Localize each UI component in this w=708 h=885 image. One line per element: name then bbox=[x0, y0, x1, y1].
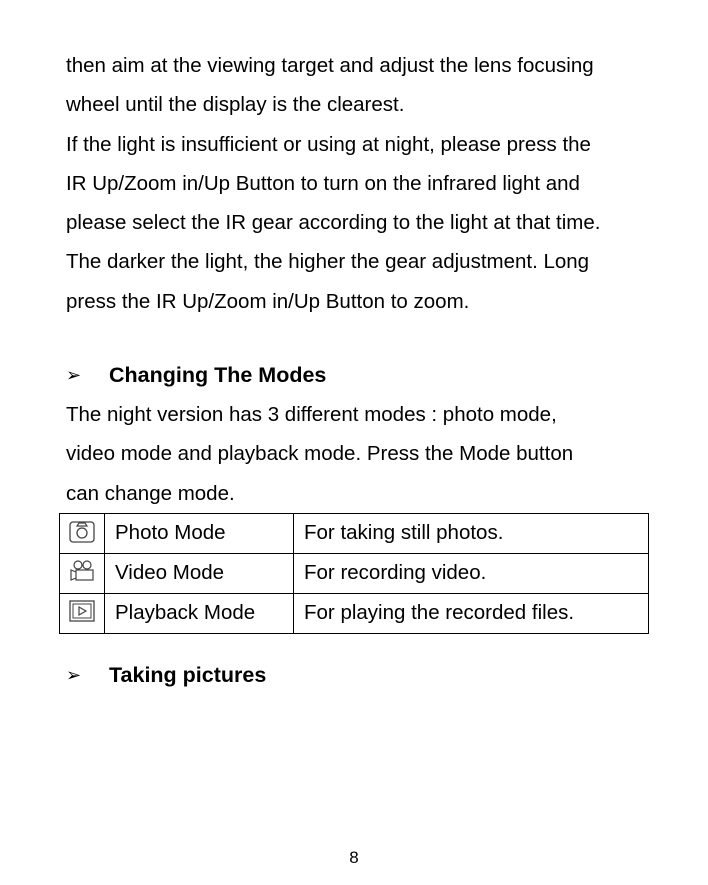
text-line: please select the IR gear according to the light at that time. bbox=[66, 211, 601, 235]
text-line: wheel until the display is the clearest. bbox=[66, 93, 405, 117]
text-line: If the light is insufficient or using at night, please press the bbox=[66, 132, 591, 156]
page-number: 8 bbox=[349, 848, 359, 867]
text-line: The darker the light, the higher the gear adjustment. Long bbox=[66, 250, 590, 274]
table-cell-description: For taking still photos. bbox=[294, 513, 649, 553]
table-cell-mode: Video Mode bbox=[105, 553, 294, 593]
section-heading-text: Changing The Modes bbox=[109, 362, 327, 387]
video-camera-icon bbox=[68, 558, 96, 584]
table-cell-mode: Photo Mode bbox=[105, 513, 294, 553]
table-cell-description: For recording video. bbox=[294, 553, 649, 593]
section-heading-text: Taking pictures bbox=[109, 663, 267, 688]
document-page bbox=[66, 46, 666, 696]
table-cell-icon bbox=[60, 513, 105, 553]
table-row bbox=[60, 513, 649, 553]
camera-icon bbox=[68, 518, 96, 544]
table-row bbox=[60, 593, 649, 633]
arrow-bullet-icon: ➢ bbox=[66, 364, 82, 385]
table-cell-description: For playing the recorded files. bbox=[294, 593, 649, 633]
text-line: then aim at the viewing target and adjust the lens focusing bbox=[66, 54, 594, 77]
section-heading-changing-modes bbox=[66, 355, 666, 395]
playback-icon bbox=[68, 598, 96, 624]
table-cell-icon bbox=[60, 553, 105, 593]
table-row bbox=[60, 553, 649, 593]
text-line: IR Up/Zoom in/Up Button to turn on the infrared light and bbox=[66, 171, 580, 195]
table-cell-icon bbox=[60, 593, 105, 633]
text-line: press the IR Up/Zoom in/Up Button to zoom. bbox=[66, 289, 470, 313]
text-line: video mode and playback mode. Press the Mode button bbox=[66, 442, 574, 466]
text-line: can change mode. bbox=[66, 481, 235, 505]
modes-paragraph bbox=[66, 395, 666, 513]
text-line: The night version has 3 different modes : photo mode, bbox=[66, 403, 557, 427]
intro-paragraph bbox=[66, 46, 666, 321]
section-heading-taking-pictures bbox=[66, 656, 666, 696]
modes-table bbox=[59, 513, 649, 634]
table-cell-mode: Playback Mode bbox=[105, 593, 294, 633]
arrow-bullet-icon: ➢ bbox=[66, 665, 82, 686]
